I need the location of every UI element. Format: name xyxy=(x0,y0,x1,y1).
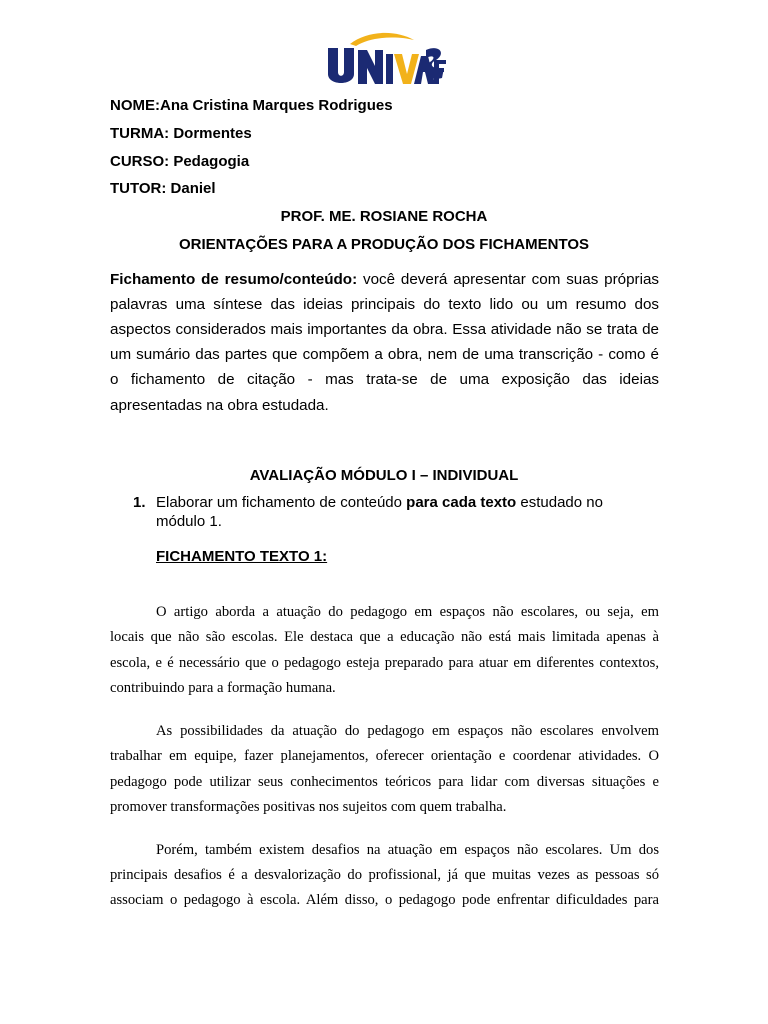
intro-line-3: aspectos considerados mais importantes da obra. Essa atividade não se trata de xyxy=(110,321,659,338)
p1-line-1: O artigo aborda a atuação do pedagogo em espaços não escolares, ou seja, em xyxy=(156,604,659,620)
p2-line-2: trabalhar em equipe, fazer planejamentos, oferecer orientação e coordenar atividades. O xyxy=(110,748,659,764)
intro-line-6: apresentadas na obra estudada. xyxy=(110,397,329,414)
item-line-1-b: estudado no xyxy=(516,494,603,511)
item-line-1 xyxy=(156,494,603,512)
item-line-2: módulo 1. xyxy=(156,513,222,530)
intro-line-1-rest: você deverá apresentar com suas próprias xyxy=(357,271,659,288)
professor-title: PROF. ME. ROSIANE ROCHA xyxy=(280,208,488,225)
item-line-1-a: Elaborar um fichamento de conteúdo xyxy=(156,494,407,511)
avaliacao-title: AVALIAÇÃO MÓDULO I – INDIVIDUAL xyxy=(249,467,519,484)
p3-line-2: principais desafios é a desvalorização do profissional, já que muitas vezes as pessoas só xyxy=(110,867,659,883)
univasf-logo xyxy=(322,30,446,92)
student-course: CURSO: Pedagogia xyxy=(110,153,250,170)
p1-line-3: escola, e é necessário que o pedagogo esteja preparado para atuar em diferentes contextos, xyxy=(110,655,659,671)
p3-line-1: Porém, também existem desafios na atuação em espaços não escolares. Um dos xyxy=(156,842,659,858)
fichamento-heading: FICHAMENTO TEXTO 1: xyxy=(156,548,328,565)
item-line-1-bold: para cada texto xyxy=(406,494,517,511)
student-tutor: TUTOR: Daniel xyxy=(110,180,216,197)
p1-line-2: locais que não são escolas. Ele destaca que a educação não está mais limitada apenas à xyxy=(110,629,659,645)
item-number: 1. xyxy=(133,494,146,511)
p1-line-4: contribuindo para a formação humana. xyxy=(110,680,336,696)
p2-line-3: pedagogo pode utilizar seus conhecimentos teóricos para lidar com diversas situações e xyxy=(110,774,659,790)
intro-line-4: um sumário das partes que compõem a obra, nem de uma transcrição - como é xyxy=(110,346,659,363)
intro-line-2: palavras uma síntese das ideias principais do texto lido ou um resumo dos xyxy=(110,296,659,313)
intro-line-1 xyxy=(110,270,659,290)
student-name: NOME:Ana Cristina Marques Rodrigues xyxy=(110,97,393,114)
intro-bold-lead: Fichamento de resumo/conteúdo: xyxy=(110,271,358,288)
orientacoes-title: ORIENTAÇÕES PARA A PRODUÇÃO DOS FICHAMENTOS xyxy=(178,236,590,253)
p2-line-4: promover transformações positivas nos sujeitos com quem trabalha. xyxy=(110,799,507,815)
p3-line-3: associam o pedagogo à escola. Além disso, o pedagogo pode enfrentar dificuldades para xyxy=(110,892,659,908)
p2-line-1: As possibilidades da atuação do pedagogo em espaços não escolares envolvem xyxy=(156,723,659,739)
intro-line-5: o fichamento de citação - mas trata-se de uma exposição das ideias xyxy=(110,371,659,388)
student-class: TURMA: Dormentes xyxy=(110,125,252,142)
